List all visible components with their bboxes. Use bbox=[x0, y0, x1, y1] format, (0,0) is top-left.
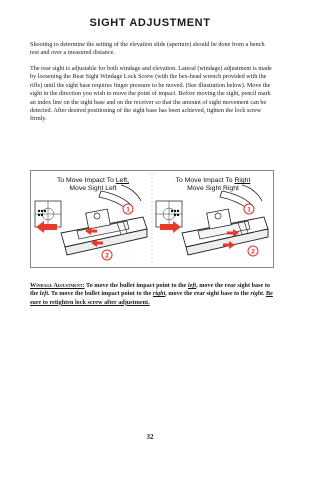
page-number: 32 bbox=[146, 433, 154, 441]
windage-right-2: right bbox=[250, 290, 263, 298]
svg-text:2: 2 bbox=[251, 248, 255, 256]
windage-text-5: . bbox=[262, 290, 266, 298]
callout-2-right bbox=[248, 246, 258, 256]
page-title: SIGHT ADJUSTMENT bbox=[89, 17, 211, 29]
windage-lead: Windage Adjustment: bbox=[30, 282, 85, 289]
windage-text-3: . To move the bullet impact point to the bbox=[48, 290, 153, 298]
windage-left-1: left bbox=[187, 282, 197, 289]
callout-1-right bbox=[244, 204, 254, 214]
receiver-left-icon bbox=[61, 209, 147, 255]
windage-adjustment-note bbox=[30, 282, 274, 307]
paragraph-bench-rest: Shooting to determine the setting of the elevation slide (aperture) should be done from a bench rest and over a measured distance. bbox=[30, 41, 265, 57]
paragraph-windage-instructions: The rear sight is adjustable for both windage and elevation. Lateral (windage) adjustment is made by loosening the Rear Sight Windage Lock Screw (with the hex-head wrench provided with the rifle) until the sight base requires finger pressure to be moved. (See illustration below). Move the sight in the direction you wish to move the point of impact. Before moving the sight, pencil mark an index line on the sight base and on the receiver so that the amount of sight movement can be detected. After desired positioning of the sight base has been achieved, tighten the lock screw firmly. bbox=[30, 65, 272, 123]
sight-adjustment-illustration bbox=[30, 170, 274, 268]
caption-left-line2: Move Sight Left bbox=[69, 185, 117, 193]
callout-1-left bbox=[123, 204, 133, 214]
svg-text:2: 2 bbox=[105, 252, 109, 260]
svg-text:1: 1 bbox=[126, 206, 130, 214]
windage-left-2: left bbox=[39, 290, 49, 298]
windage-text-2: , move the rear sight base to the bbox=[30, 282, 270, 298]
caption-right-emphasis: Right bbox=[234, 177, 251, 184]
caption-right-prefix: To Move Impact To bbox=[175, 177, 235, 184]
right-panel-diagram bbox=[156, 185, 268, 256]
callout-2-left bbox=[102, 250, 112, 260]
windage-right-1: right bbox=[152, 290, 166, 298]
windage-tail: Be sure to retighten lock screw after adjustment. bbox=[30, 290, 273, 306]
caption-left-prefix: To Move Impact To bbox=[56, 177, 116, 184]
target-left-icon bbox=[35, 201, 61, 227]
caption-right-line2: Move Sight Right bbox=[187, 185, 239, 193]
target-right-icon bbox=[156, 201, 182, 227]
svg-text:1: 1 bbox=[247, 206, 251, 214]
windage-text-4: , move the rear sight base to the bbox=[165, 290, 251, 298]
left-panel-diagram bbox=[35, 185, 147, 260]
windage-text-1: To move the bullet impact point to the bbox=[84, 282, 188, 289]
sight-diagram-svg bbox=[31, 171, 273, 267]
caption-left-emphasis: Left, bbox=[115, 177, 130, 184]
